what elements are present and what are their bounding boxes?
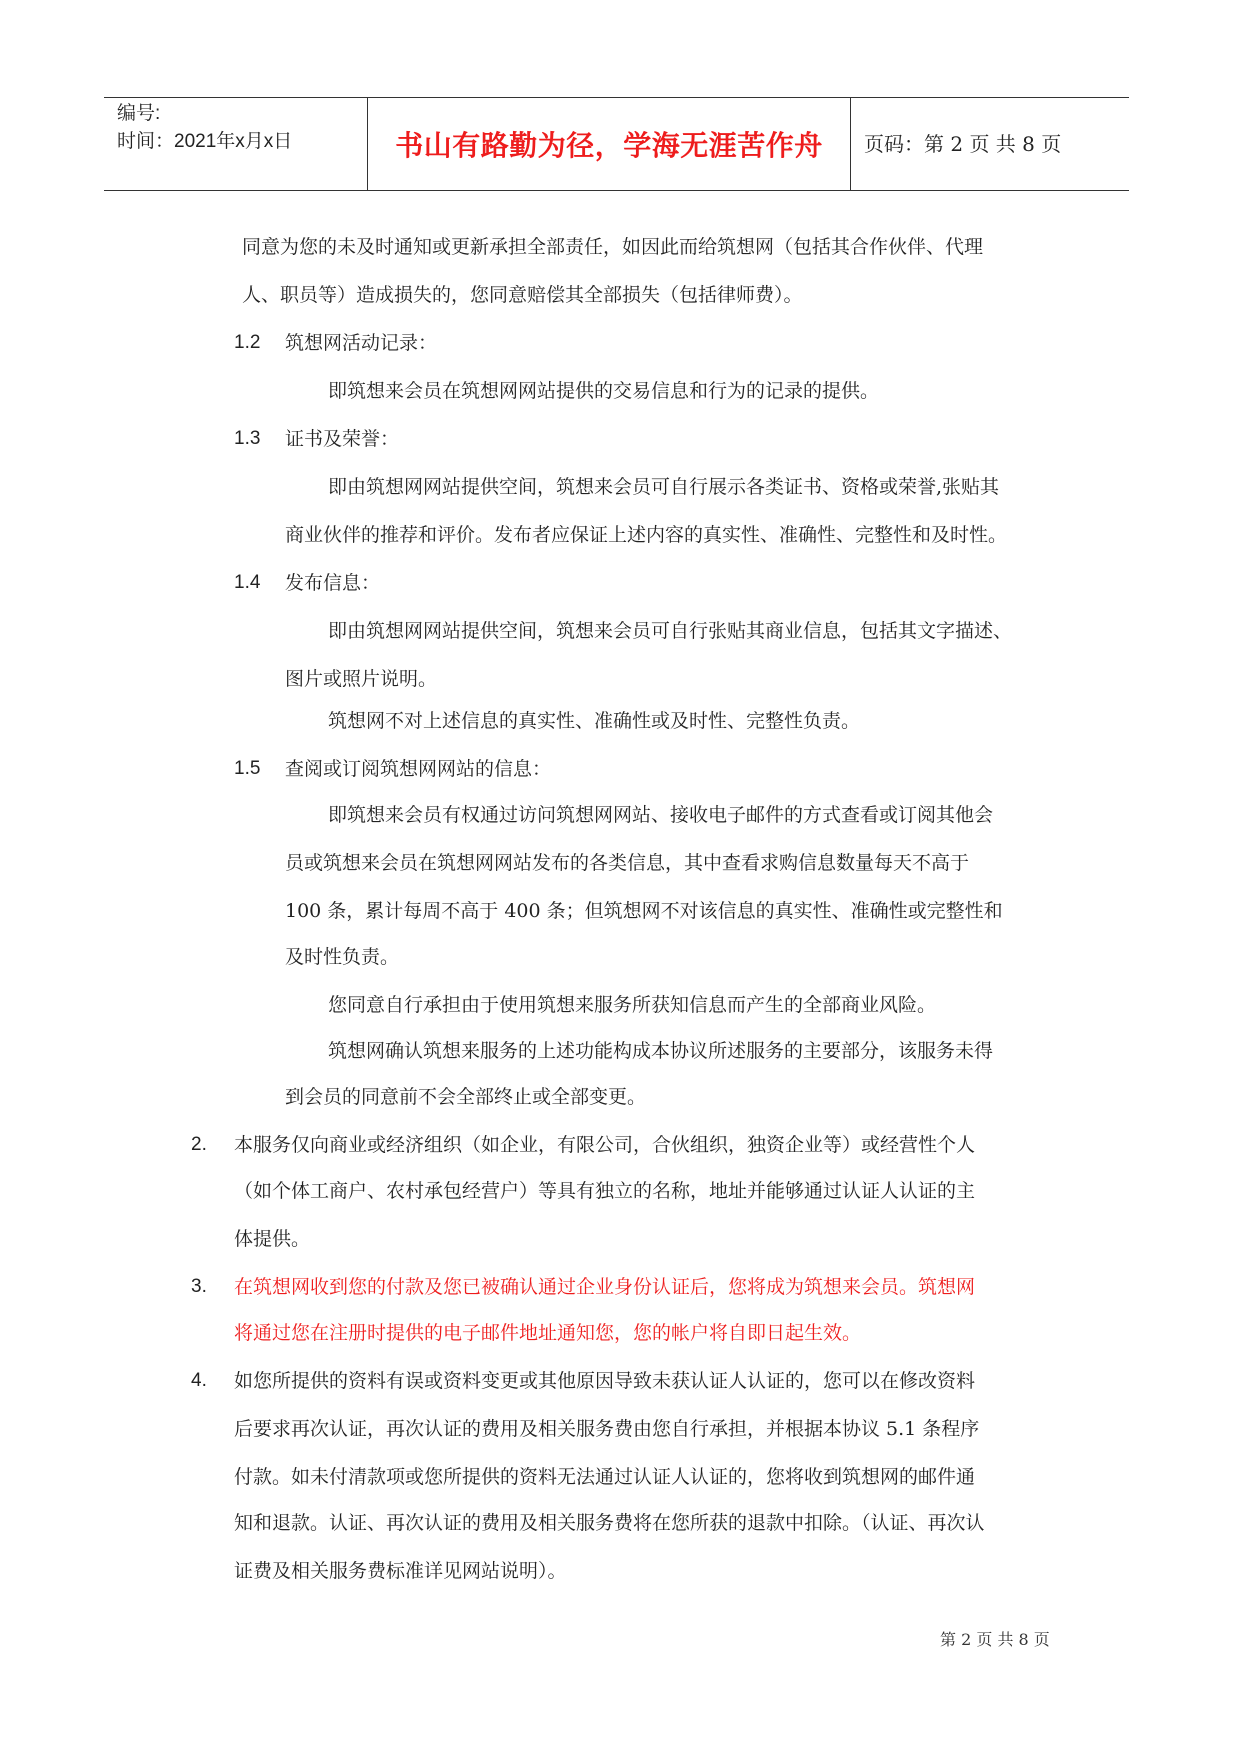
section-number: 1.2 (234, 332, 261, 353)
paragraph-line: 即由筑想网网站提供空间，筑想来会员可自行张贴其商业信息，包括其文字描述、 (328, 620, 1013, 642)
paragraph-line: 商业伙伴的推荐和评价。发布者应保证上述内容的真实性、准确性、完整性和及时性。 (285, 524, 1008, 546)
header-page-label: 页码：第 2 页 共 8 页 (864, 132, 1062, 156)
doc-time-label: 时间：2021年x月x日 (117, 131, 293, 152)
paragraph-line: 即由筑想网网站提供空间，筑想来会员可自行展示各类证书、资格或荣誉,张贴其 (328, 476, 1000, 498)
paragraph-line: 筑想网确认筑想来服务的上述功能构成本协议所述服务的主要部分，该服务未得 (328, 1040, 994, 1062)
paragraph-line: 员或筑想来会员在筑想网网站发布的各类信息，其中查看求购信息数量每天不高于 (285, 852, 970, 874)
highlighted-line: 在筑想网收到您的付款及您已被确认通过企业身份认证后，您将成为筑想来会员。筑想网 (234, 1276, 976, 1298)
paragraph-line: 即筑想来会员有权通过访问筑想网网站、接收电子邮件的方式查看或订阅其他会 (328, 804, 994, 826)
paragraph-line: 即筑想来会员在筑想网网站提供的交易信息和行为的记录的提供。 (328, 380, 880, 402)
section-number: 1.5 (234, 758, 261, 779)
footer-page-number: 第 2 页 共 8 页 (940, 1630, 1050, 1649)
header-divider-right (850, 97, 851, 190)
section-title: 查阅或订阅筑想网网站的信息： (285, 758, 552, 780)
section-title: 发布信息： (285, 572, 381, 594)
paragraph-line: 同意为您的未及时通知或更新承担全部责任，如因此而给筑想网（包括其合作伙伴、代理 (242, 236, 984, 258)
paragraph-line: 本服务仅向商业或经济组织（如企业，有限公司，合伙组织，独资企业等）或经营性个人 (234, 1134, 976, 1156)
paragraph-line: 图片或照片说明。 (285, 668, 438, 690)
paragraph-line: 付款。如未付清款项或您所提供的资料无法通过认证人认证的，您将收到筑想网的邮件通 (234, 1466, 976, 1488)
paragraph-line: 人、职员等）造成损失的，您同意赔偿其全部损失（包括律师费）。 (242, 284, 803, 306)
paragraph-line: 知和退款。认证、再次认证的费用及相关服务费将在您所获的退款中扣除。（认证、再次认 (234, 1512, 985, 1534)
item-number: 3. (191, 1276, 207, 1297)
header-meta (117, 100, 292, 156)
paragraph-line: 后要求再次认证，再次认证的费用及相关服务费由您自行承担，并根据本协议 5.1 条程序 (234, 1418, 980, 1440)
section-title: 证书及荣誉： (285, 428, 400, 450)
highlighted-line: 将通过您在注册时提供的电子邮件地址通知您，您的帐户将自即日起生效。 (234, 1322, 862, 1344)
section-number: 1.3 (234, 428, 261, 449)
paragraph-line: （如个体工商户、农村承包经营户）等具有独立的名称，地址并能够通过认证人认证的主 (234, 1180, 976, 1202)
doc-number-label: 编号: (117, 103, 161, 124)
paragraph-line: 100 条，累计每周不高于 400 条；但筑想网不对该信息的真实性、准确性或完整性和 (285, 900, 1003, 922)
section-number: 1.4 (234, 572, 261, 593)
paragraph-line: 及时性负责。 (285, 946, 400, 968)
header-bottom-rule (104, 190, 1129, 191)
paragraph-line: 如您所提供的资料有误或资料变更或其他原因导致未获认证人认证的，您可以在修改资料 (234, 1370, 976, 1392)
paragraph-line: 您同意自行承担由于使用筑想来服务所获知信息而产生的全部商业风险。 (328, 994, 937, 1016)
header-motto: 书山有路勤为径，学海无涯苦作舟 (395, 128, 823, 162)
item-number: 2. (191, 1134, 207, 1155)
item-number: 4. (191, 1370, 207, 1391)
paragraph-line: 筑想网不对上述信息的真实性、准确性或及时性、完整性负责。 (328, 710, 861, 732)
paragraph-line: 证费及相关服务费标准详见网站说明）。 (234, 1560, 567, 1582)
paragraph-line: 体提供。 (234, 1228, 311, 1250)
paragraph-line: 到会员的同意前不会全部终止或全部变更。 (285, 1086, 647, 1108)
section-title: 筑想网活动记录： (285, 332, 438, 354)
